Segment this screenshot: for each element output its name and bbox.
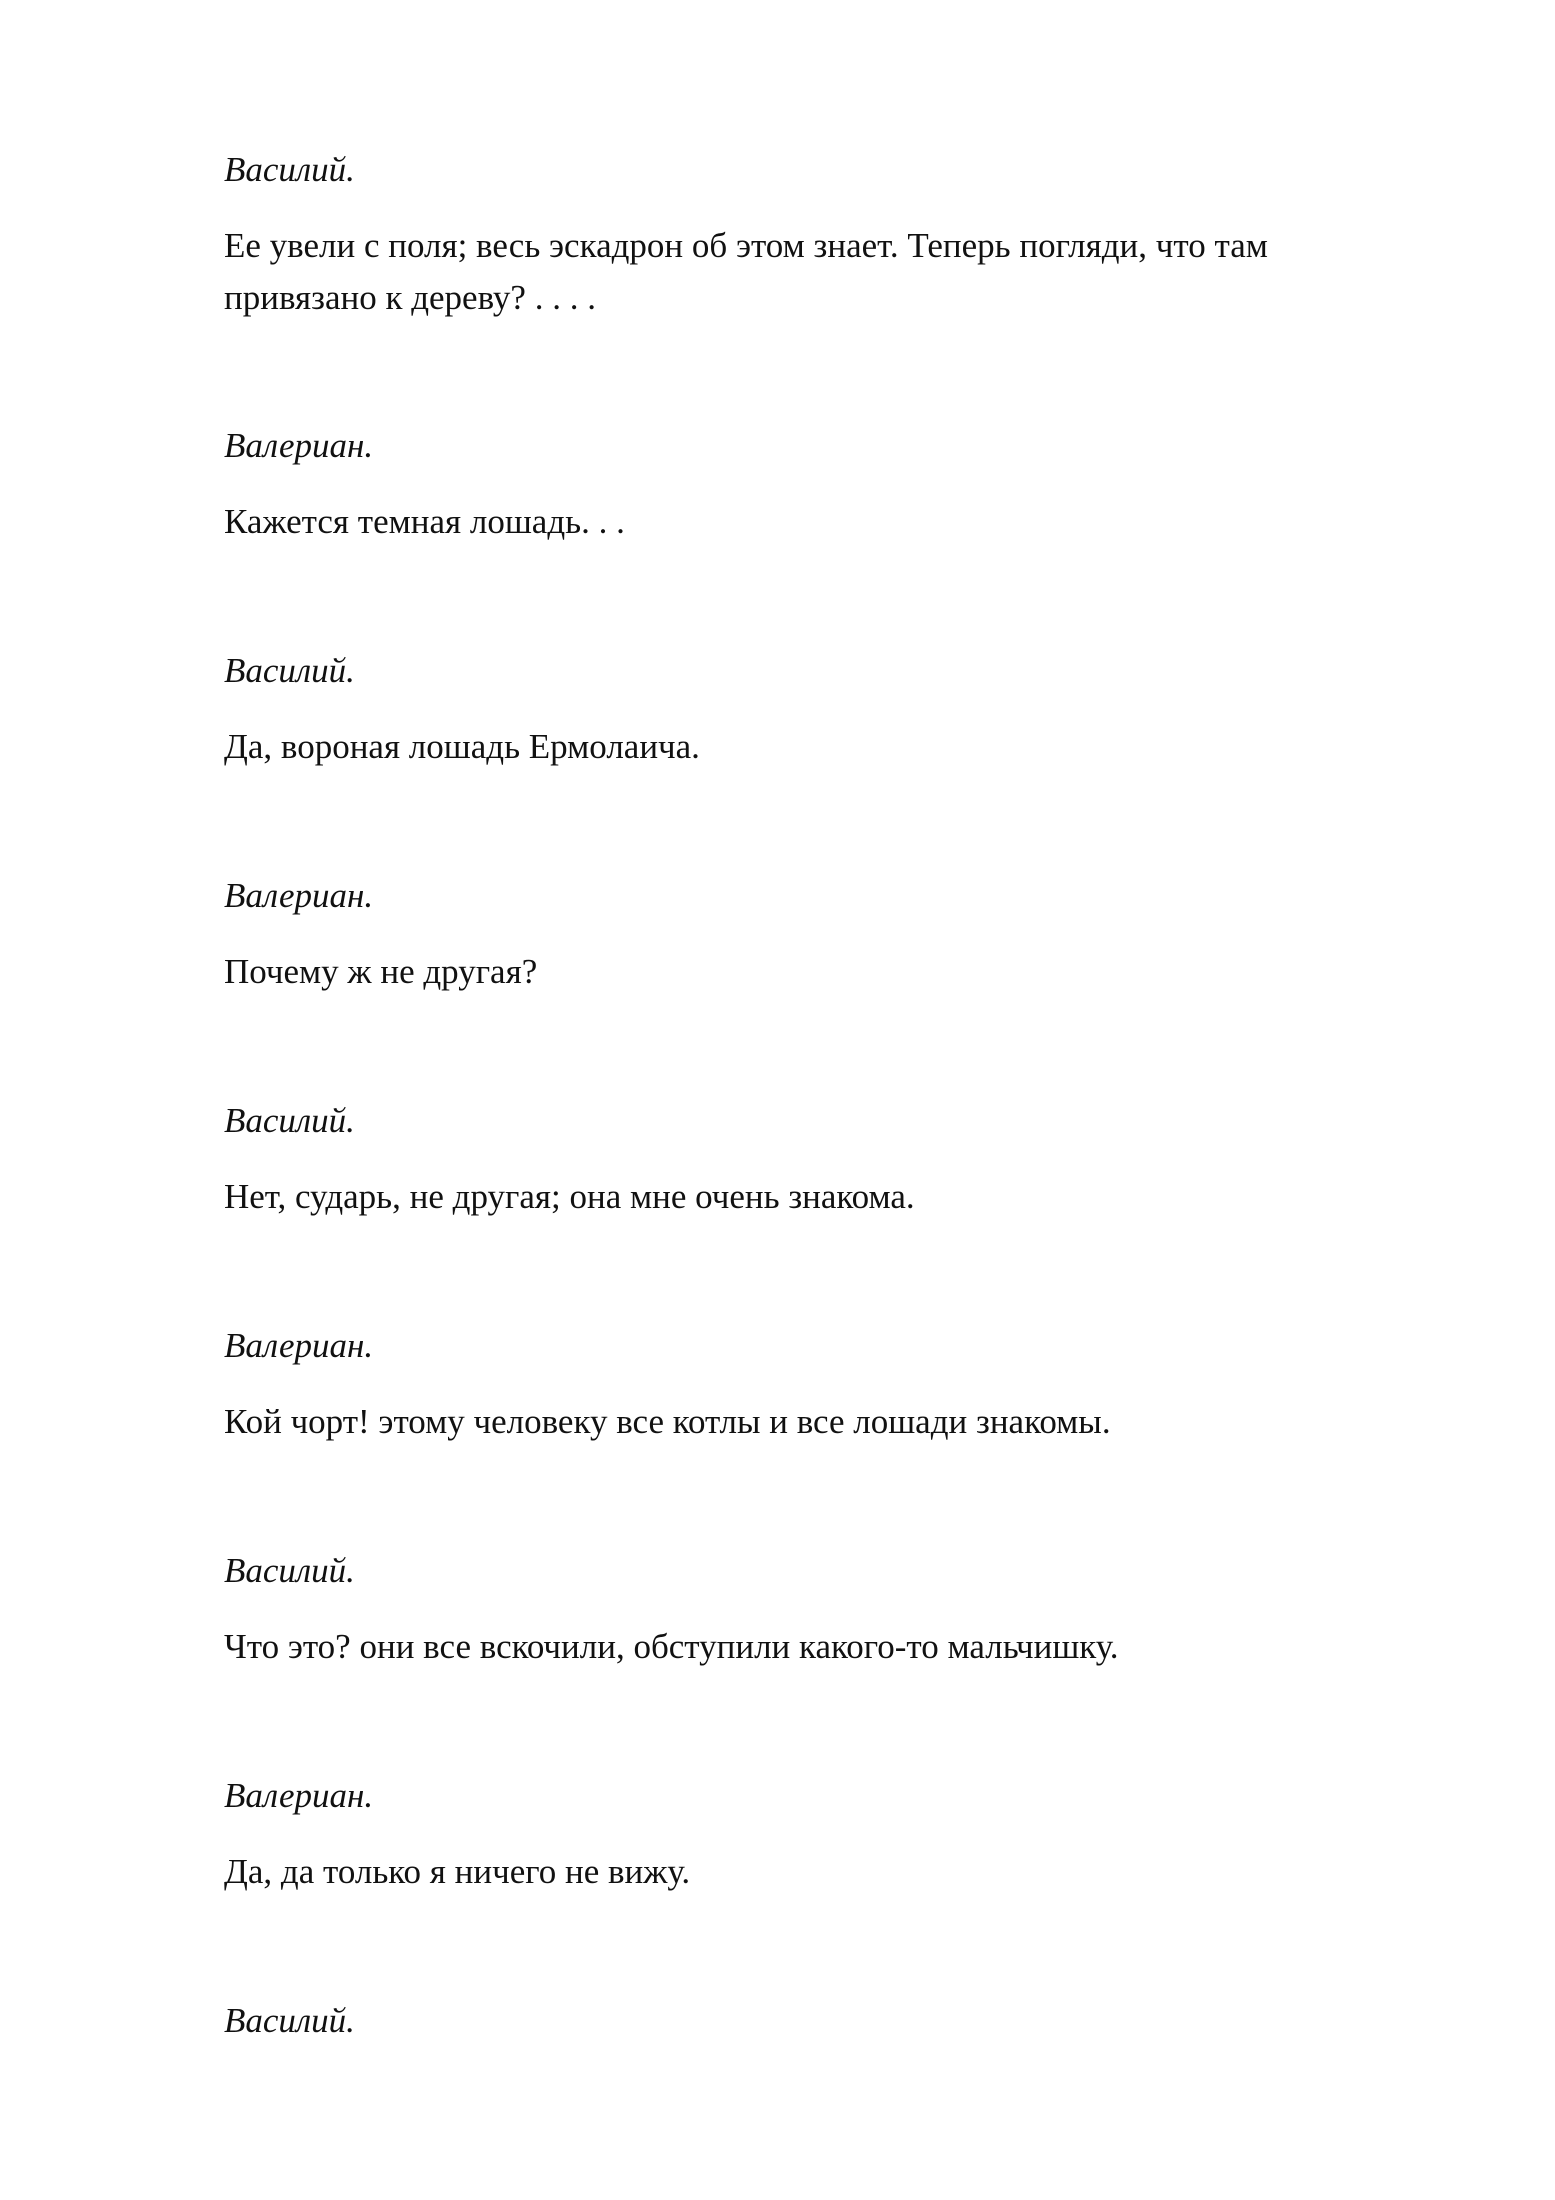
speech-line: Кой чорт! этому человеку все котлы и все лошади знакомы. <box>224 1402 1111 1441</box>
speech-line: Ее увели с поля; весь эскадрон об этом знает. Теперь погляди, что там <box>224 226 1268 265</box>
speech-line: Да, вороная лошадь Ермолаича. <box>224 727 700 766</box>
speaker-name: Валериан. <box>224 1326 374 1365</box>
speech-line: Нет, сударь, не другая; она мне очень знакома. <box>224 1177 915 1216</box>
speaker-name: Василий. <box>224 1101 355 1140</box>
speech-line: Кажется темная лошадь. . . <box>224 502 625 541</box>
speaker-name: Василий. <box>224 2001 355 2040</box>
speaker-name: Валериан. <box>224 426 374 465</box>
speaker-name: Василий. <box>224 651 355 690</box>
speaker-name: Валериан. <box>224 876 374 915</box>
speech-line: Почему ж не другая? <box>224 952 538 991</box>
speech-line: Что это? они все вскочили, обступили какого-то мальчишку. <box>224 1627 1119 1666</box>
speaker-name: Василий. <box>224 1551 355 1590</box>
speaker-name: Василий. <box>224 150 355 189</box>
speech-line: Да, да только я ничего не вижу. <box>224 1852 691 1891</box>
speech-line: привязано к дереву? . . . . <box>224 278 596 317</box>
speaker-name: Валериан. <box>224 1776 374 1815</box>
